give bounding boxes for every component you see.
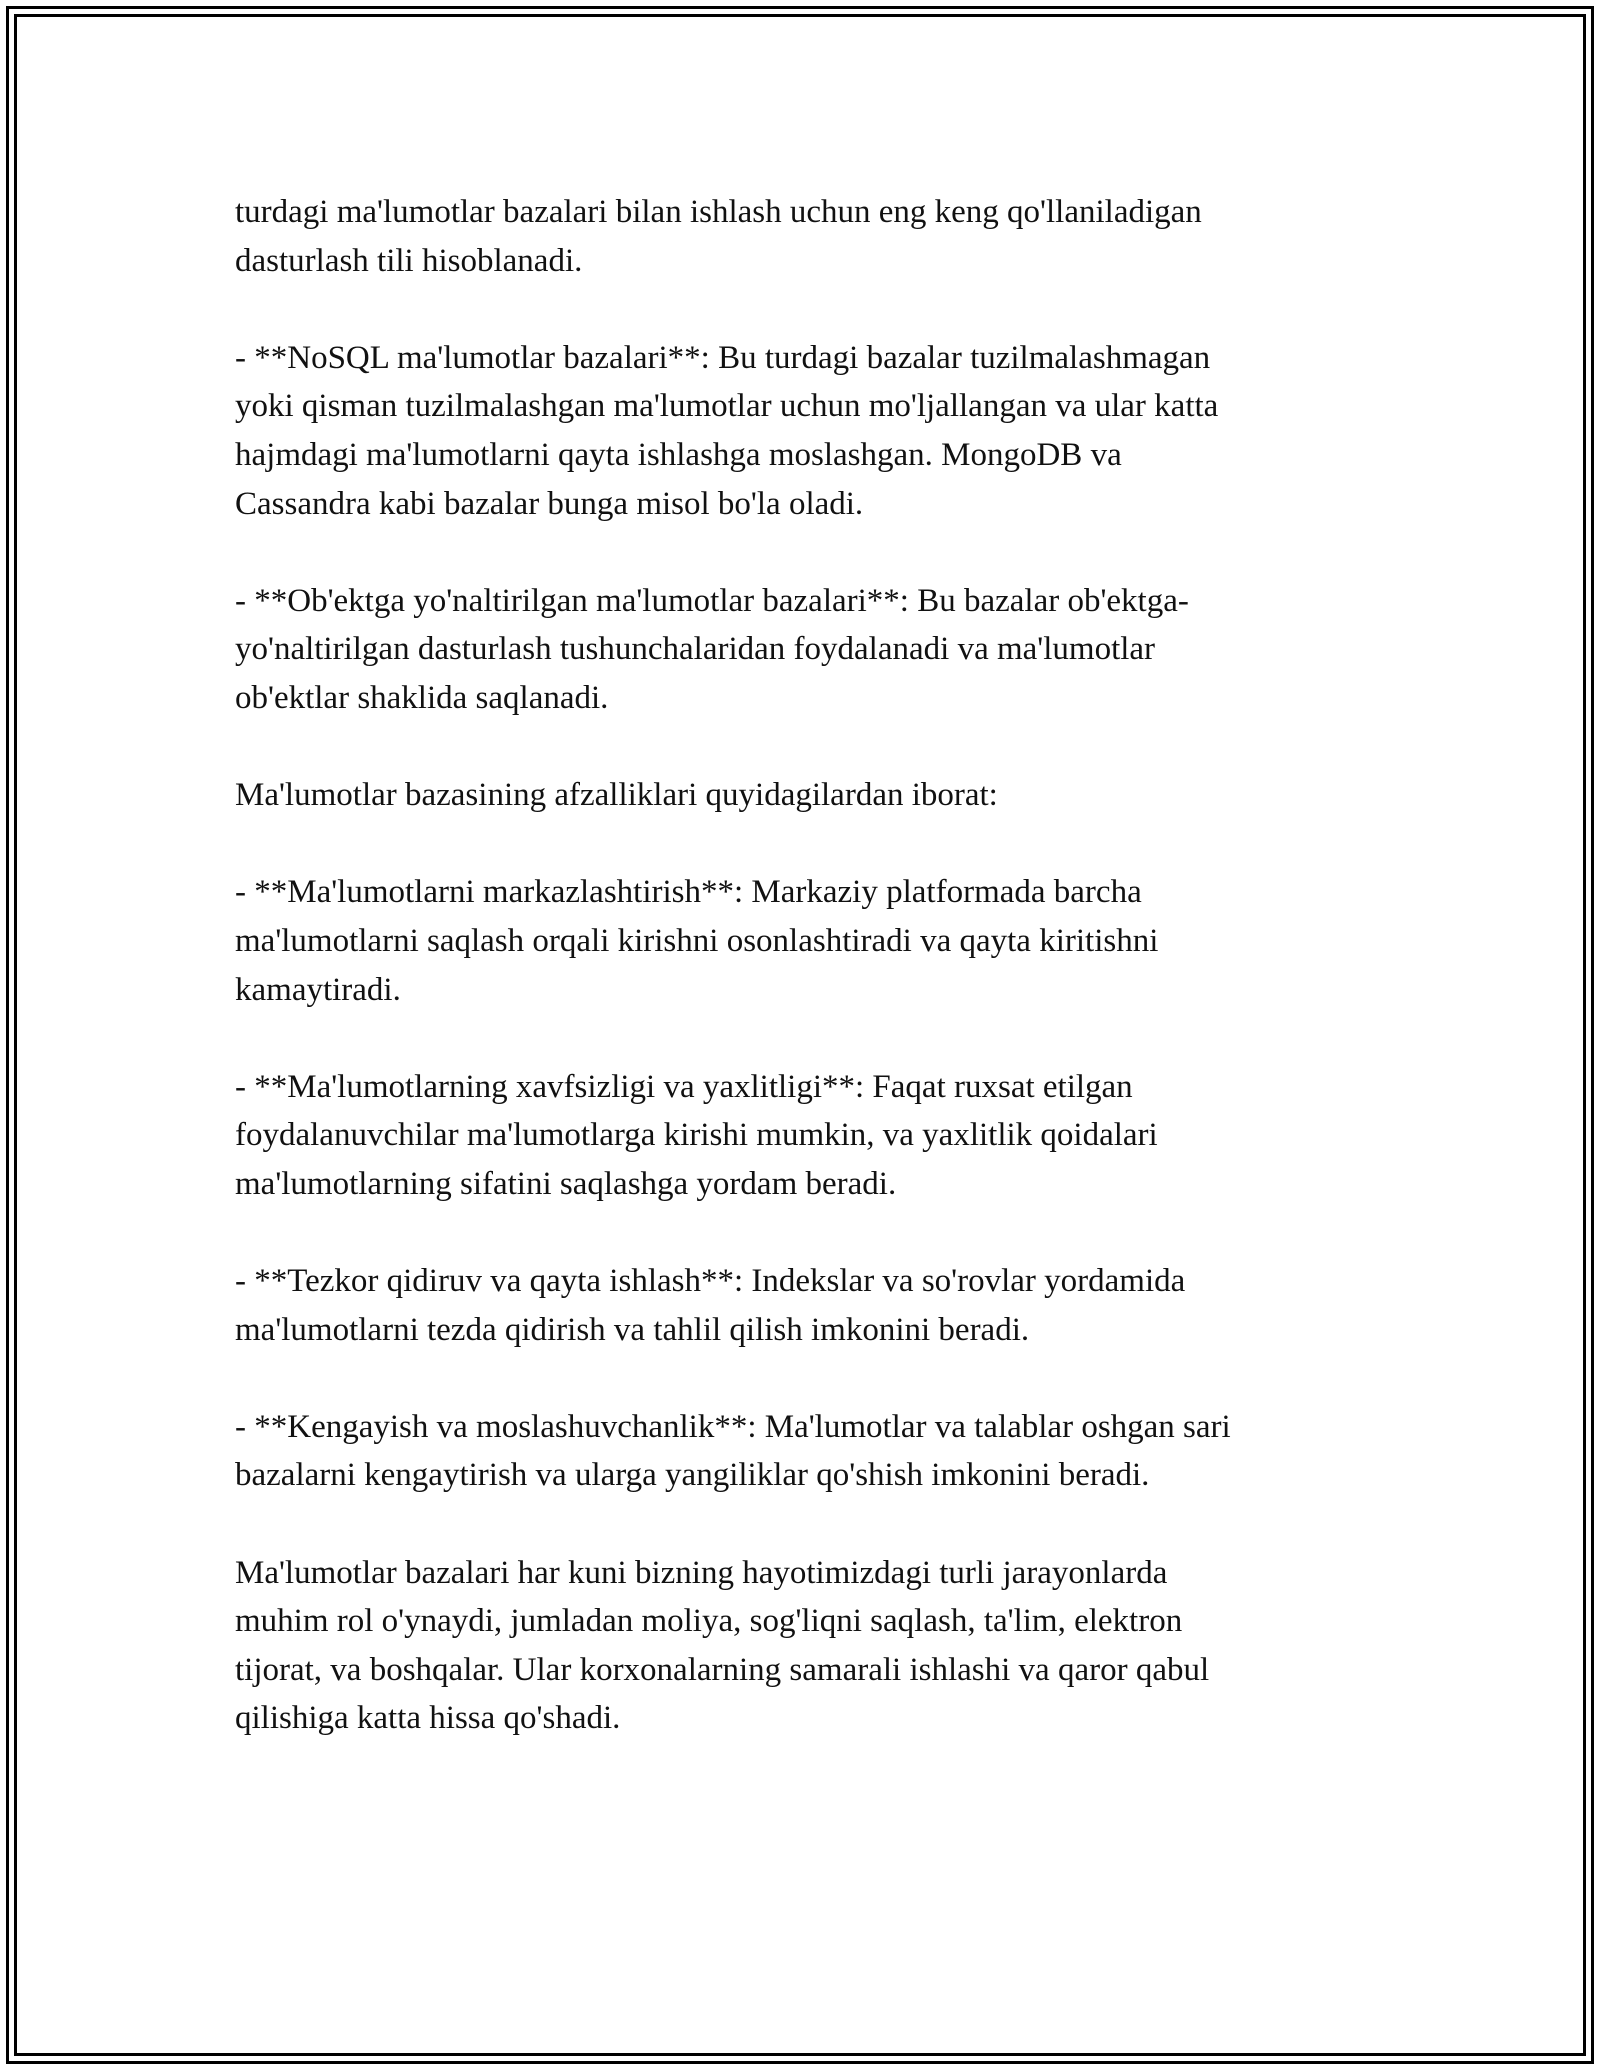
document-body (235, 188, 1365, 1743)
paragraph-object-oriented: - **Ob'ektga yo'naltirilgan ma'lumotlar bazalari**: Bu bazalar ob'ektga- yo'naltirilgan dasturlash tushunchalaridan foydalanadi va ma'lumotlar ob'ektlar shaklida saqlanadi. (235, 582, 1189, 716)
paragraph-centralization: - **Ma'lumotlarni markazlashtirish**: Markaziy platformada barcha ma'lumotlarni saqlash orqali kirishni osonlashtiradi va qayta kiritishni kamaytiradi. (235, 874, 1159, 1008)
paragraph-scalability: - **Kengayish va moslashuvchanlik**: Ma'lumotlar va talablar oshgan sari bazalarni kengaytirish va ularga yangiliklar qo'shish imkonini beradi. (235, 1408, 1231, 1494)
paragraph-sql-continuation: turdagi ma'lumotlar bazalari bilan ishlash uchun eng keng qo'llaniladigan dasturlash tili hisoblanadi. (235, 194, 1202, 279)
paragraph-nosql: - **NoSQL ma'lumotlar bazalari**: Bu turdagi bazalar tuzilmalashmagan yoki qisman tuzilmalashgan ma'lumotlar uchun mo'ljallangan va ular katta hajmdagi ma'lumotlarni qayta ishlashga moslashgan. MongoDB va Cassandra kabi bazalar bunga misol bo'la oladi. (235, 339, 1219, 522)
paragraph-conclusion: Ma'lumotlar bazalari har kuni bizning hayotimizdagi turli jarayonlarda muhim rol o'ynaydi, jumladan moliya, sog'liqni saqlash, ta'lim, elektron tijorat, va boshqalar. Ular korxonalarning samarali ishlashi va qaror qabul qilishiga katta hissa qo'shadi. (235, 1554, 1210, 1737)
paragraph-security-integrity: - **Ma'lumotlarning xavfsizligi va yaxlitligi**: Faqat ruxsat etilgan foydalanuvchilar ma'lumotlarga kirishi mumkin, va yaxlitlik qoidalari ma'lumotlarning sifatini saqlashga yordam beradi. (235, 1068, 1158, 1202)
paragraph-advantages-intro: Ma'lumotlar bazasining afzalliklari quyidagilardan iborat: (235, 777, 998, 814)
paragraph-fast-search: - **Tezkor qidiruv va qayta ishlash**: Indekslar va so'rovlar yordamida ma'lumotlarni tezda qidirish va tahlil qilish imkonini beradi. (235, 1263, 1186, 1348)
